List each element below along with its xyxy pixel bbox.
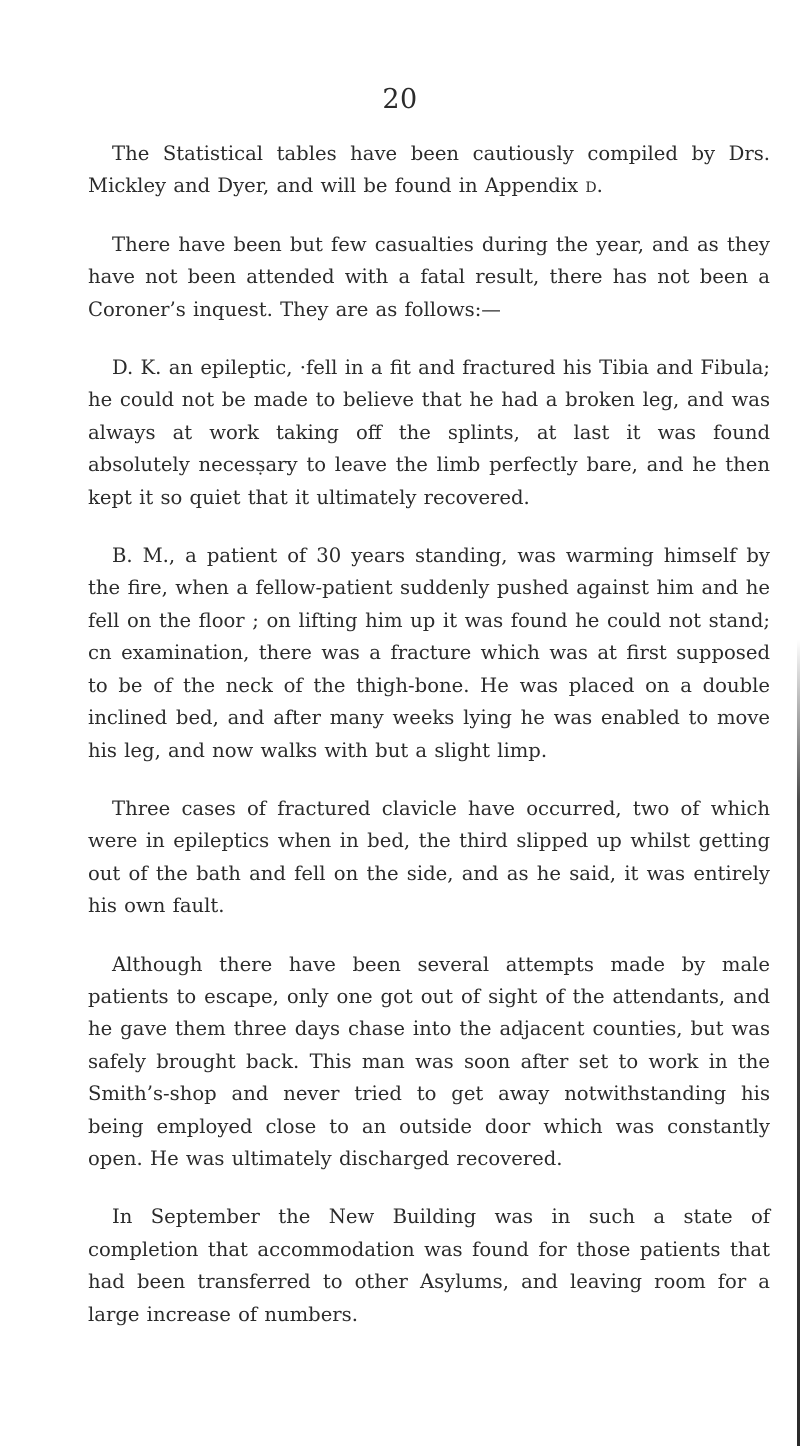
- paragraph-clavicle-cases: Three cases of fractured clavicle have occurred, two of which were in epileptics when in bed, the third slipped up whilst getting out of the bath and fell on the side, and as he said, it was entirely his own fault.: [88, 796, 770, 918]
- paragraph-text: The Statistical tables have been cautiously compiled by Drs. Mickley and Dyer, and will be found in Appendix: [88, 142, 770, 198]
- appendix-letter: d.: [585, 174, 603, 198]
- paragraph-statistical-tables: [88, 138, 770, 203]
- paragraph-casualties: There have been but few casualties during the year, and as they have not been attended with a fatal result, there has not been a Coroner’s inquest. They are as follows:—: [88, 232, 770, 321]
- paragraph-case-dk: D. K. an epileptic, ·fell in a fit and fractured his Tibia and Fibula; he could not be made to believe that he had a broken leg, and was always at work taking off the splints, at last it was found absolutely necesṣary to leave the limb perfectly bare, and he then kept it so quiet that it ultimately recovered.: [88, 356, 770, 509]
- page-body: [88, 138, 770, 1357]
- paragraph-escapes: Although there have been several attempts made by male patients to escape, only one got out of sight of the attendants, and he gave them three days chase into the adjacent counties, but was safely brought back. This man was soon after set to work in the Smith’s-shop and never tried to get away notwithstanding his being employed close to an outside door which was constantly open. He was ultimately discharged recovered.: [88, 952, 770, 1170]
- page-number: 20: [382, 84, 418, 115]
- paragraph-new-building: In September the New Building was in such a state of completion that accommodation was found for those patients that had been transferred to other Asylums, and leaving room for a large increase of numbers.: [88, 1205, 770, 1326]
- paragraph-case-bm: B. M., a patient of 30 years standing, was warming himself by the fire, when a fellow-patient suddenly pushed against him and he fell on the floor ; on lifting him up it was found he could not stand; cn examination, there was a fracture which was at first supposed to be of the neck of the thigh-bone. He was placed on a double inclined bed, and after many weeks lying he was enabled to move his leg, and now walks with but a slight limp.: [88, 544, 770, 762]
